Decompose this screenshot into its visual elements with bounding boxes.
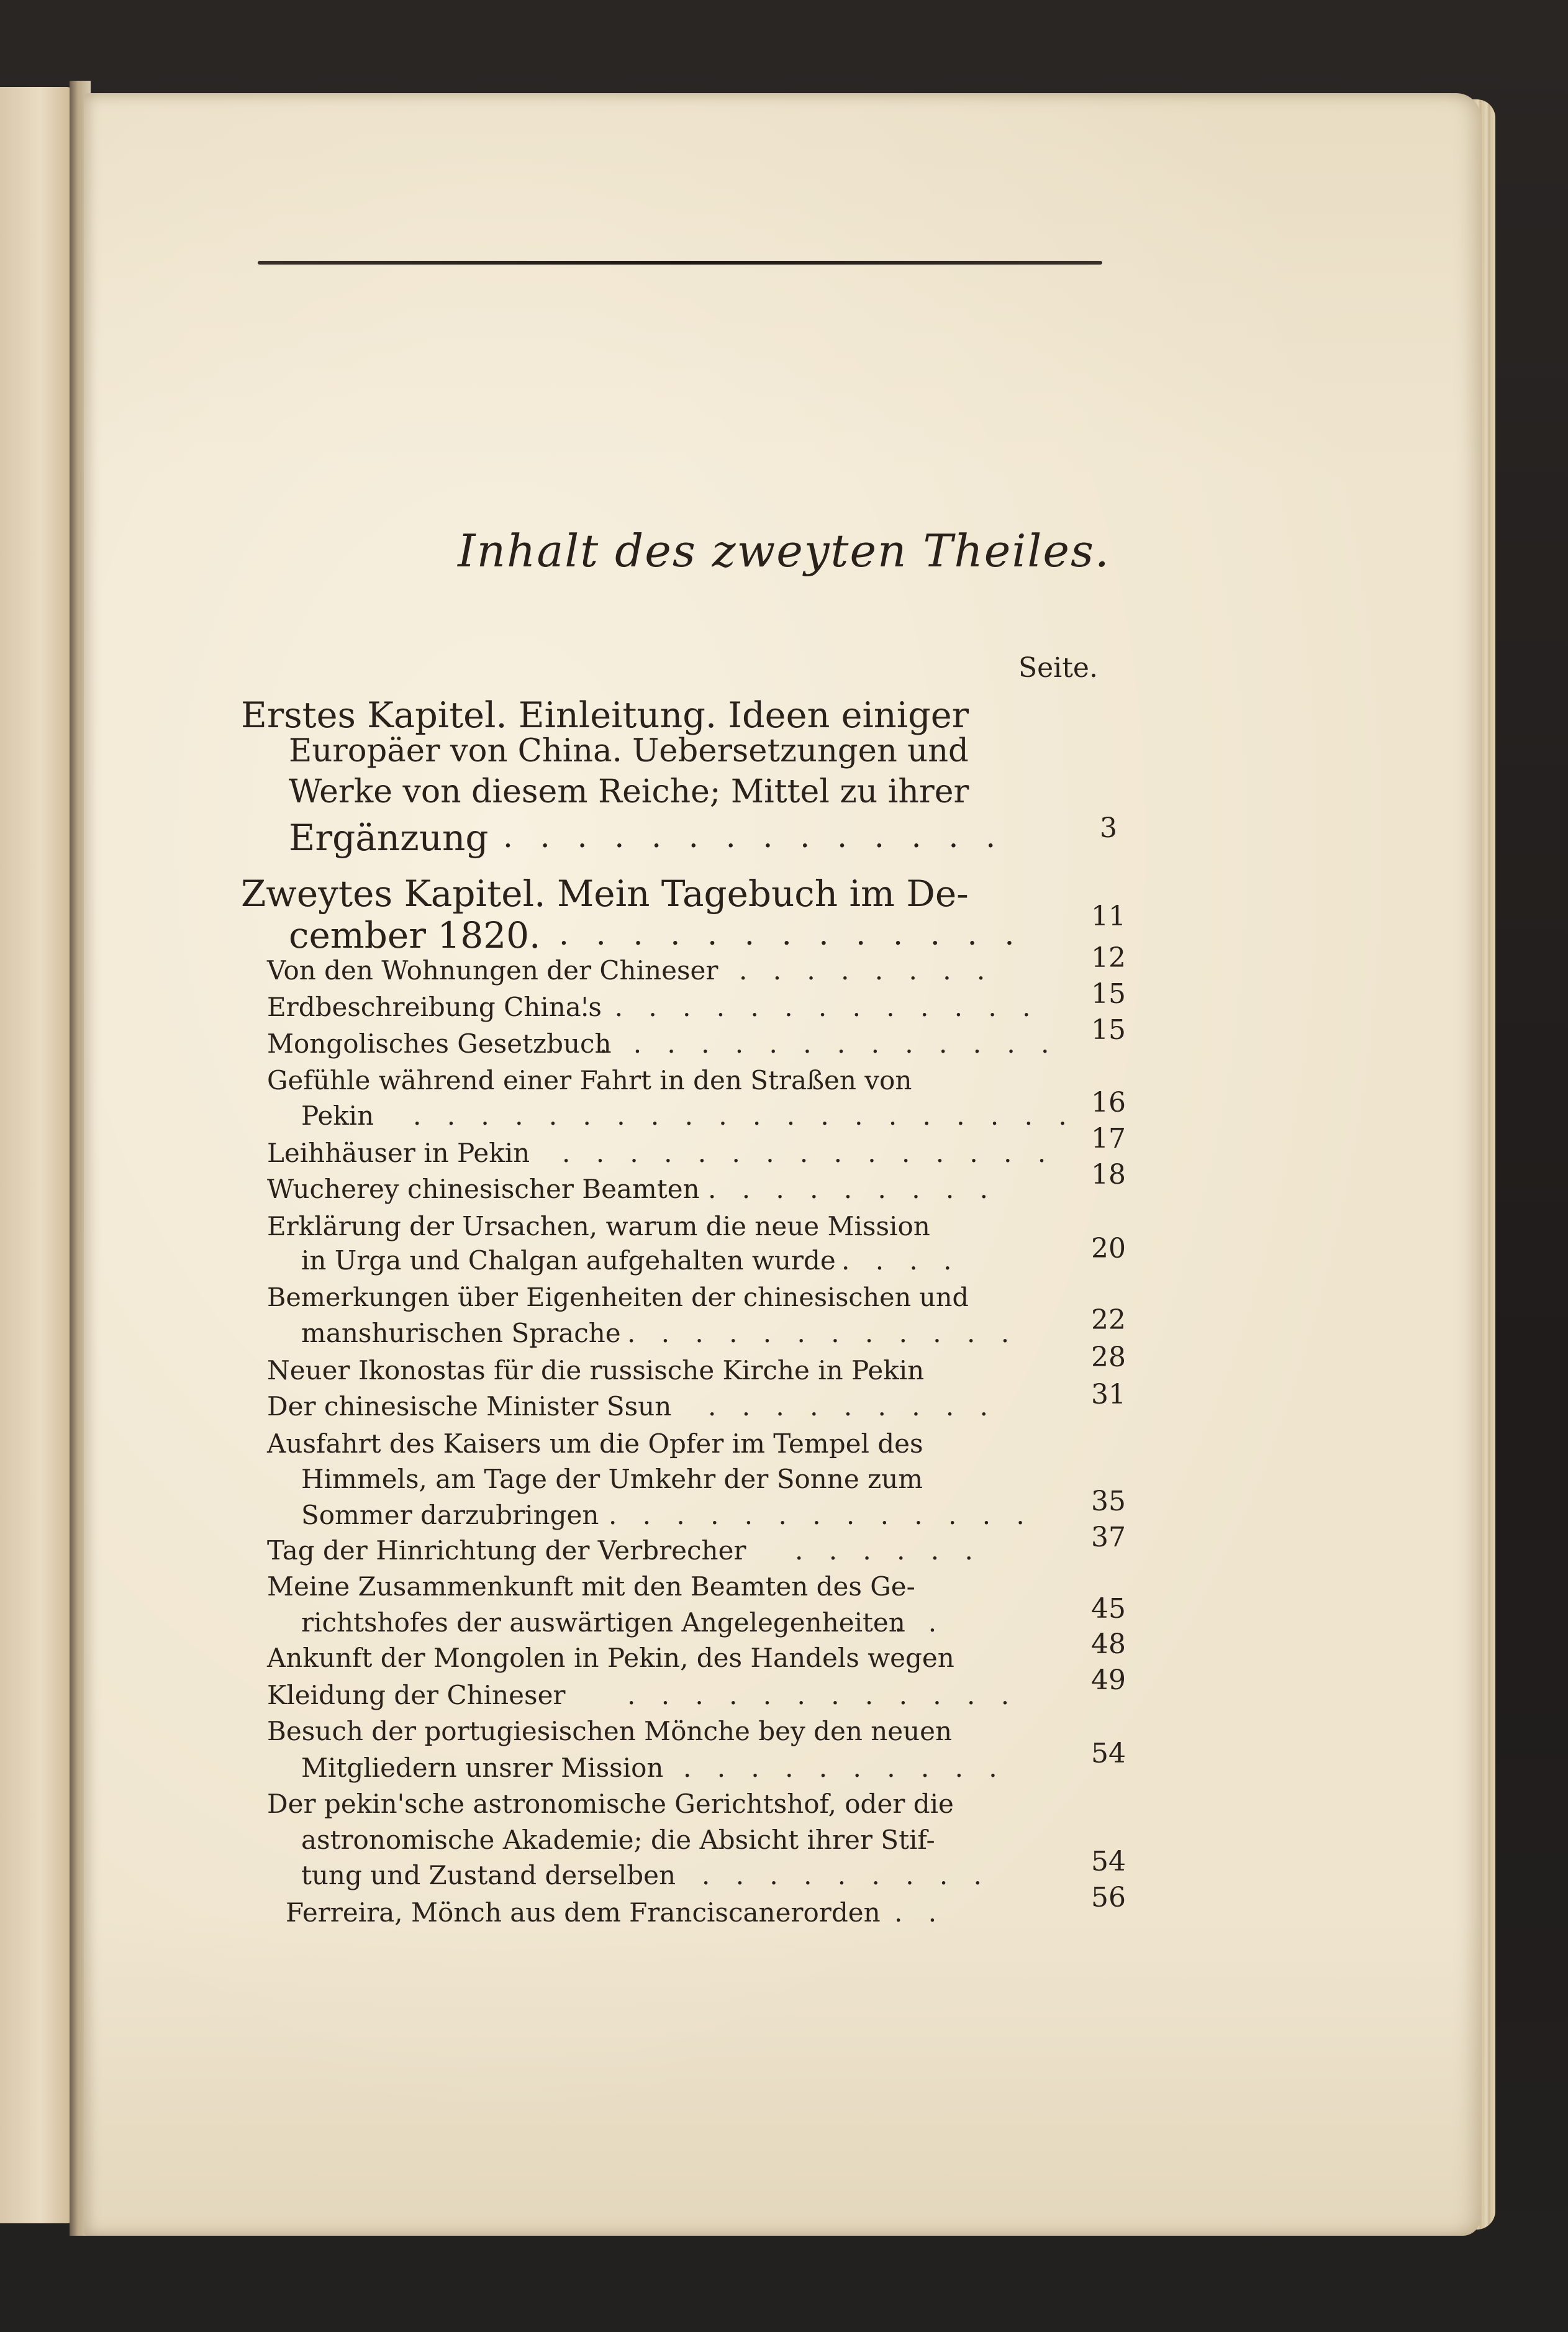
dot-leader: . . . . . . . . . . . . <box>627 1318 1018 1348</box>
page-number: 48 <box>1091 1628 1126 1660</box>
page-number: 31 <box>1091 1379 1126 1410</box>
dot-leader: . . . . . . . . . . . . . . <box>503 819 1005 855</box>
toc-line: cember 1820. <box>289 914 541 956</box>
toc-line: Der pekin'sche astronomische Gerichtshof, oder die <box>267 1789 954 1819</box>
toc-line: Von den Wohnungen der Chineser <box>267 955 718 986</box>
toc-line: manshurischen Sprache <box>301 1318 621 1348</box>
page-number: 20 <box>1091 1233 1126 1264</box>
page-number: 17 <box>1091 1123 1126 1155</box>
page-column-header: Seite. <box>1018 652 1098 684</box>
page-number: 18 <box>1091 1159 1126 1191</box>
page-number: 56 <box>1091 1882 1126 1913</box>
page-number: 49 <box>1091 1664 1126 1696</box>
page-number: 45 <box>1091 1593 1126 1625</box>
page-number: 3 <box>1100 812 1117 844</box>
toc-line: Ferreira, Mönch aus dem Franciscanerorden <box>286 1897 881 1928</box>
toc-line: Erdbeschreibung China's <box>267 992 602 1022</box>
toc-line: Werke von diesem Reiche; Mittel zu ihrer <box>289 773 969 810</box>
toc-line: Ergänzung <box>289 817 489 859</box>
toc-line: Himmels, am Tage der Umkehr der Sonne zum <box>301 1464 923 1494</box>
toc-line: astronomische Akademie; die Absicht ihrer Stif- <box>301 1825 935 1855</box>
facing-page-edge <box>0 87 73 2223</box>
dot-leader: . . <box>894 1607 946 1638</box>
dot-leader: . . . . . . . . . <box>708 1174 997 1204</box>
toc-line: Pekin <box>301 1100 374 1131</box>
toc-line: Europäer von China. Uebersetzungen und <box>289 733 969 769</box>
header-rule <box>258 261 1102 265</box>
page-number: 12 <box>1091 942 1126 974</box>
page-number: 16 <box>1091 1087 1126 1118</box>
page-number: 54 <box>1091 1738 1126 1769</box>
toc-line: Wucherey chinesischer Beamten <box>267 1174 700 1204</box>
toc-line: Zweytes Kapitel. Mein Tagebuch im De- <box>241 873 969 915</box>
page-number: 15 <box>1091 978 1126 1010</box>
dot-leader: . . . . . . <box>795 1535 982 1566</box>
toc-line: Leihhäuser in Pekin <box>267 1138 530 1168</box>
toc-line: Der chinesische Minister Ssun <box>267 1391 672 1422</box>
toc-line: Ausfahrt des Kaisers um die Opfer im Tempel des <box>267 1428 923 1459</box>
toc-line: Meine Zusammenkunft mit den Beamten des Ge- <box>267 1571 915 1602</box>
page-number: 11 <box>1091 901 1126 932</box>
toc-line: Besuch der portugiesischen Mönche bey den neuen <box>267 1716 953 1746</box>
toc-line: Erklärung der Ursachen, warum die neue Mission <box>267 1211 930 1241</box>
toc-line: Neuer Ikonostas für die russische Kirche in Pekin <box>267 1355 925 1386</box>
page-number: 28 <box>1091 1341 1126 1373</box>
dot-leader: . . . . . . . . . <box>702 1860 990 1890</box>
toc-line: Gefühle während einer Fahrt in den Straßen von <box>267 1065 912 1096</box>
toc-line: tung und Zustand derselben <box>301 1860 676 1890</box>
toc-line: Sommer darzubringen <box>301 1500 599 1530</box>
page-number: 35 <box>1091 1486 1126 1517</box>
toc-line: Bemerkungen über Eigenheiten der chinesischen und <box>267 1282 969 1312</box>
toc-line: in Urga und Chalgan aufgehalten wurde <box>301 1245 836 1276</box>
dot-leader: . . . . <box>841 1245 961 1276</box>
dot-leader: . . . . . . . . . . . . . . <box>581 992 1040 1022</box>
page-number: 22 <box>1091 1304 1126 1336</box>
dot-leader: . . . . . . . . . . . . . . . . . . . . <box>413 1100 1076 1131</box>
dot-leader: . . <box>894 1897 946 1928</box>
dot-leader: . . . . . . . . . . . . . <box>559 916 1023 952</box>
toc-line: Kleidung der Chineser <box>267 1680 566 1710</box>
page-title: Inhalt des zweyten Theiles. <box>458 525 1110 577</box>
toc-line: Ankunft der Mongolen in Pekin, des Handels wegen <box>267 1643 954 1673</box>
toc-line: Mitgliedern unsrer Mission <box>301 1753 664 1783</box>
dot-leader: . . . . . . . . . <box>708 1391 997 1422</box>
toc-line: Mongolisches Gesetzbuch <box>267 1028 612 1059</box>
dot-leader: . . . . . . . . <box>739 955 994 986</box>
page-number: 15 <box>1091 1014 1126 1046</box>
dot-leader: . . . . . . . . . . . . . <box>609 1500 1033 1530</box>
page-number: 37 <box>1091 1522 1126 1553</box>
toc-line: Erstes Kapitel. Einleitung. Ideen einiger <box>241 694 969 736</box>
dot-leader: . . . . . . . . . . . . . . . <box>562 1138 1055 1168</box>
toc-line: richtshofes der auswärtigen Angelegenheiten <box>301 1607 905 1638</box>
dot-leader: . . . . . . . . . . . . . . <box>599 1028 1058 1059</box>
page-number: 54 <box>1091 1846 1126 1877</box>
toc-line: Tag der Hinrichtung der Verbrecher <box>267 1535 746 1566</box>
dot-leader: . . . . . . . . . . <box>683 1753 1006 1783</box>
dot-leader: . . . . . . . . . . . . <box>627 1680 1018 1710</box>
